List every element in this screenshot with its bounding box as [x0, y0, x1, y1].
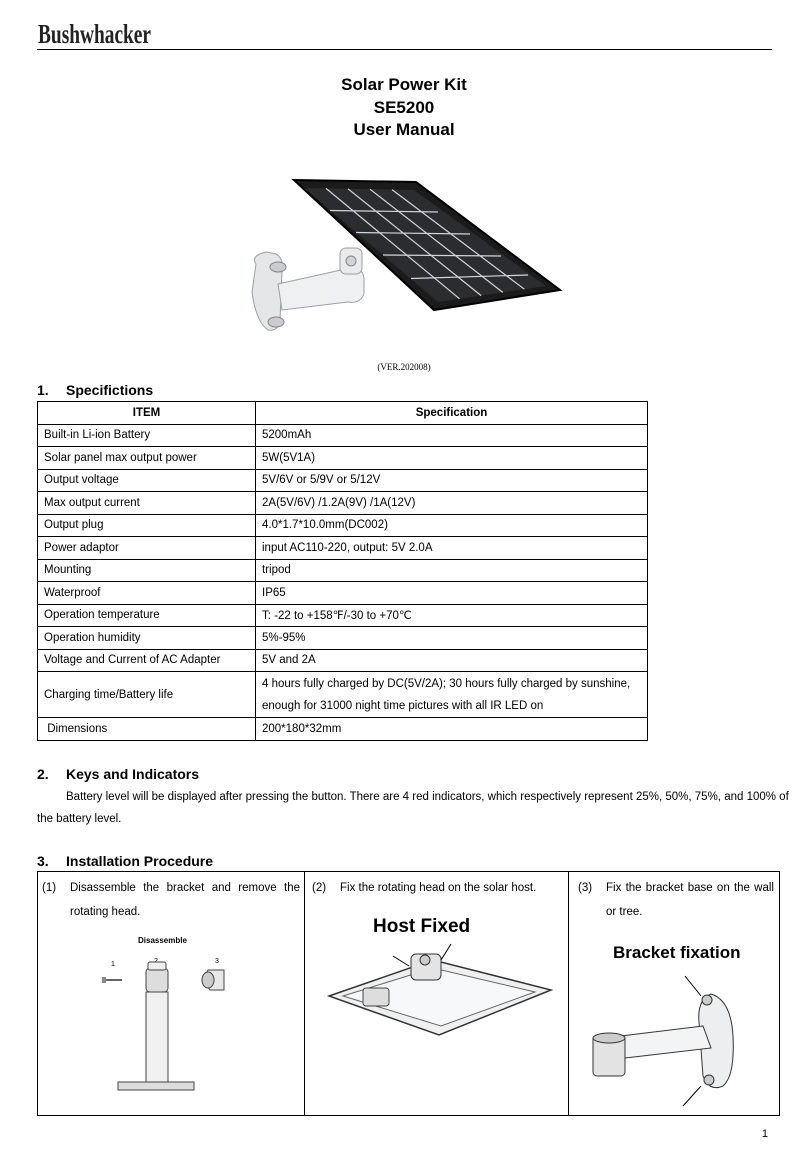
table-row	[38, 582, 648, 605]
row-item: Built-in Li-ion Battery	[38, 424, 256, 447]
table-row	[38, 627, 648, 650]
bracket-fixation-caption: Bracket fixation	[613, 943, 741, 962]
table-header-row	[38, 402, 648, 425]
row-item: Solar panel max output power	[38, 447, 256, 470]
row-value: 5W(5V1A)	[256, 447, 648, 470]
row-item: Dimensions	[38, 718, 256, 741]
row-value: 5V and 2A	[256, 649, 648, 672]
disassemble-caption: Disassemble	[138, 936, 187, 945]
row-item: Mounting	[38, 559, 256, 582]
table-row	[38, 604, 648, 627]
section-3-title: Installation Procedure	[66, 853, 214, 869]
table-row	[38, 514, 648, 537]
step-3-text: Fix the bracket base on the wall or tree.	[606, 882, 774, 918]
row-item: Waterproof	[38, 582, 256, 605]
row-item: Charging time/Battery life	[38, 672, 256, 718]
section-1-heading	[37, 382, 153, 398]
title-line-1: Solar Power Kit	[341, 75, 467, 94]
table-row	[38, 537, 648, 560]
table-row	[38, 672, 648, 718]
row-value: tripod	[256, 559, 648, 582]
section-2-number: 2.	[37, 766, 49, 782]
table-header-spec: Specification	[256, 402, 648, 425]
table-row	[38, 447, 648, 470]
row-item: Output plug	[38, 514, 256, 537]
solar-panel-image	[238, 172, 568, 362]
table-row	[38, 649, 648, 672]
row-item: Power adaptor	[38, 537, 256, 560]
page-number: 1	[761, 1128, 768, 1140]
keys-paragraph	[37, 786, 789, 830]
section-3-heading	[37, 853, 213, 869]
install-step-1	[38, 872, 305, 1115]
row-value: 5200mAh	[256, 424, 648, 447]
row-value: 4.0*1.7*10.0mm(DC002)	[256, 514, 648, 537]
row-value: 4 hours fully charged by DC(5V/2A); 30 hours fully charged by sunshine, enough for 31000 night time pictures with all IR LED on	[256, 672, 648, 718]
table-row	[38, 718, 648, 741]
row-value: 5%-95%	[256, 627, 648, 650]
step-1-number: (1)	[42, 882, 57, 894]
row-item: Max output current	[38, 492, 256, 515]
install-step-3	[569, 872, 779, 1115]
table-row	[38, 492, 648, 515]
table-row	[38, 469, 648, 492]
spec-table	[37, 401, 648, 741]
host-fixed-diagram	[323, 910, 553, 1040]
section-1-number: 1.	[37, 382, 49, 398]
row-value: 2A(5V/6V) /1.2A(9V) /1A(12V)	[256, 492, 648, 515]
title-line-3: User Manual	[353, 120, 455, 139]
row-value: IP65	[256, 582, 648, 605]
part-label-3: 3	[215, 958, 219, 965]
step-2-number: (2)	[312, 882, 327, 894]
step-2-text: Fix the rotating head on the solar host.	[340, 882, 537, 894]
section-2-title: Keys and Indicators	[66, 766, 200, 782]
header-rule	[37, 49, 772, 50]
disassemble-diagram	[98, 932, 258, 1097]
section-2-heading	[37, 766, 199, 782]
logo-text: Bushwhacker	[38, 19, 152, 49]
part-label-1: 1	[111, 961, 115, 968]
table-row	[38, 559, 648, 582]
row-value: 5V/6V or 5/9V or 5/12V	[256, 469, 648, 492]
step-1-text: Disassemble the bracket and remove the rotating head.	[70, 882, 300, 918]
row-item: Output voltage	[38, 469, 256, 492]
section-3-number: 3.	[37, 853, 49, 869]
section-1-title: Specifictions	[66, 382, 154, 398]
row-value: T: -22 to +158℉/-30 to +70℃	[256, 604, 648, 627]
title-line-2: SE5200	[373, 98, 435, 117]
bracket-fixation-diagram	[585, 936, 775, 1111]
keys-text-line-2: the battery level.	[37, 813, 122, 825]
brand-logo	[38, 14, 153, 50]
step-3-number: (3)	[578, 882, 593, 894]
row-item: Operation temperature	[38, 604, 256, 627]
keys-text-line-1: Battery level will be displayed after pressing the button. There are 4 red indicators, which respectively represent 25%, 50%, 75%, and 100% of	[66, 791, 789, 803]
table-row	[38, 424, 648, 447]
version-label: (VER.202008)	[377, 362, 431, 372]
install-step-2	[305, 872, 569, 1115]
row-value: input AC110-220, output: 5V 2.0A	[256, 537, 648, 560]
table-header-item: ITEM	[38, 402, 256, 425]
row-item: Operation humidity	[38, 627, 256, 650]
host-fixed-caption: Host Fixed	[373, 916, 471, 937]
installation-table	[37, 871, 780, 1116]
row-value: 200*180*32mm	[256, 718, 648, 741]
row-item: Voltage and Current of AC Adapter	[38, 649, 256, 672]
